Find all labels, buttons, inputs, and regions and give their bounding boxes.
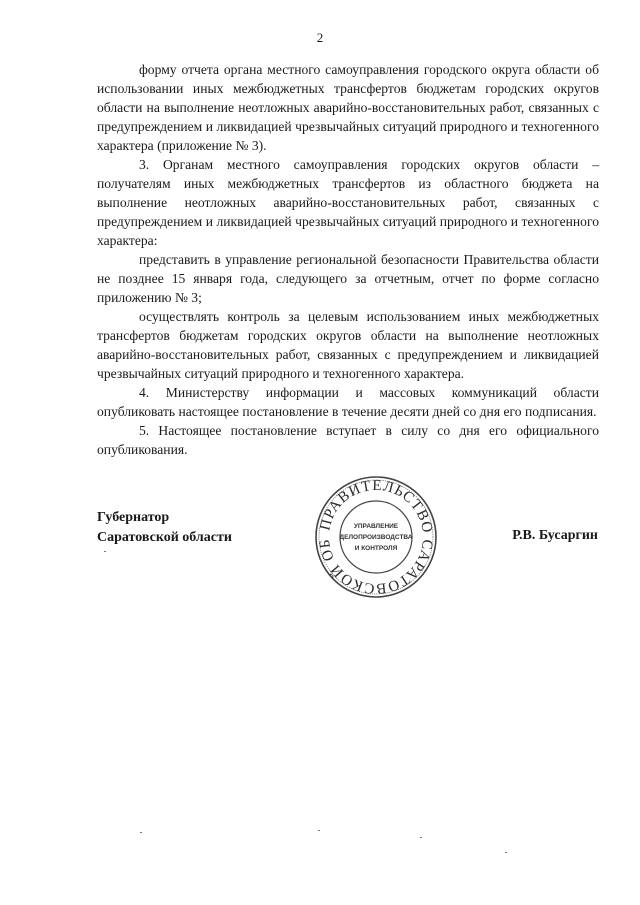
paragraph: 5. Настоящее постановление вступает в силу со дня его официального опубликования. bbox=[97, 423, 599, 457]
signatory-position: Губернатор bbox=[97, 510, 170, 525]
scan-speck bbox=[318, 830, 320, 831]
document-body bbox=[97, 60, 599, 459]
paragraph: 4. Министерству информации и массовых коммуникаций области опубликовать настоящее постановление в течение десяти дней со дня его подписания. bbox=[97, 385, 599, 419]
signatory-name: Р.В. Бусаргин bbox=[512, 528, 598, 543]
seal-ring-text: ПРАВИТЕЛЬСТВО САРАТОВСКОЙ ОБ bbox=[316, 477, 436, 597]
signatory-region: Саратовской области bbox=[97, 530, 232, 545]
seal-inner-line: ДЕЛОПРОИЗВОДСТВА bbox=[339, 534, 413, 541]
seal-stamp-icon bbox=[313, 474, 439, 600]
seal-inner-line: И КОНТРОЛЯ bbox=[354, 545, 398, 552]
seal-inner-line: УПРАВЛЕНИЕ bbox=[353, 523, 399, 530]
paragraph: 3. Органам местного самоуправления городских округов области – получателям иных межбюджетных трансфертов из областного бюджета на выполнение неотложных аварийно-восстановительных работ, связанных с предупреждением и ликвидацией чрезвычайных ситуаций природного и техногенного характера: bbox=[97, 157, 599, 248]
scan-speck bbox=[505, 852, 507, 853]
paragraph: представить в управление региональной безопасности Правительства области не позднее 15 января года, следующего за отчетным, отчет по форме согласно приложению № 3; bbox=[97, 252, 599, 305]
scan-speck bbox=[420, 837, 422, 838]
scan-speck bbox=[104, 551, 106, 552]
paragraph: осуществлять контроль за целевым использованием иных межбюджетных трансфертов бюджетам городских округов области на выполнение неотложных аварийно-восстановительных работ, связанных с предупреждением и ликвидацией чрезвычайных ситуаций природного и техногенного характера. bbox=[97, 309, 599, 381]
signatory-title bbox=[97, 508, 232, 548]
paragraph: форму отчета органа местного самоуправления городского округа области об использовании иных межбюджетных трансфертов бюджетам городских округов области на выполнение неотложных аварийно-восстановительных работ, связанных с предупреждением и ликвидацией чрезвычайных ситуаций природного и техногенного характера (приложение № 3). bbox=[97, 62, 599, 153]
page-number: 2 bbox=[316, 30, 324, 45]
official-seal bbox=[313, 474, 439, 600]
scan-speck bbox=[140, 832, 142, 833]
